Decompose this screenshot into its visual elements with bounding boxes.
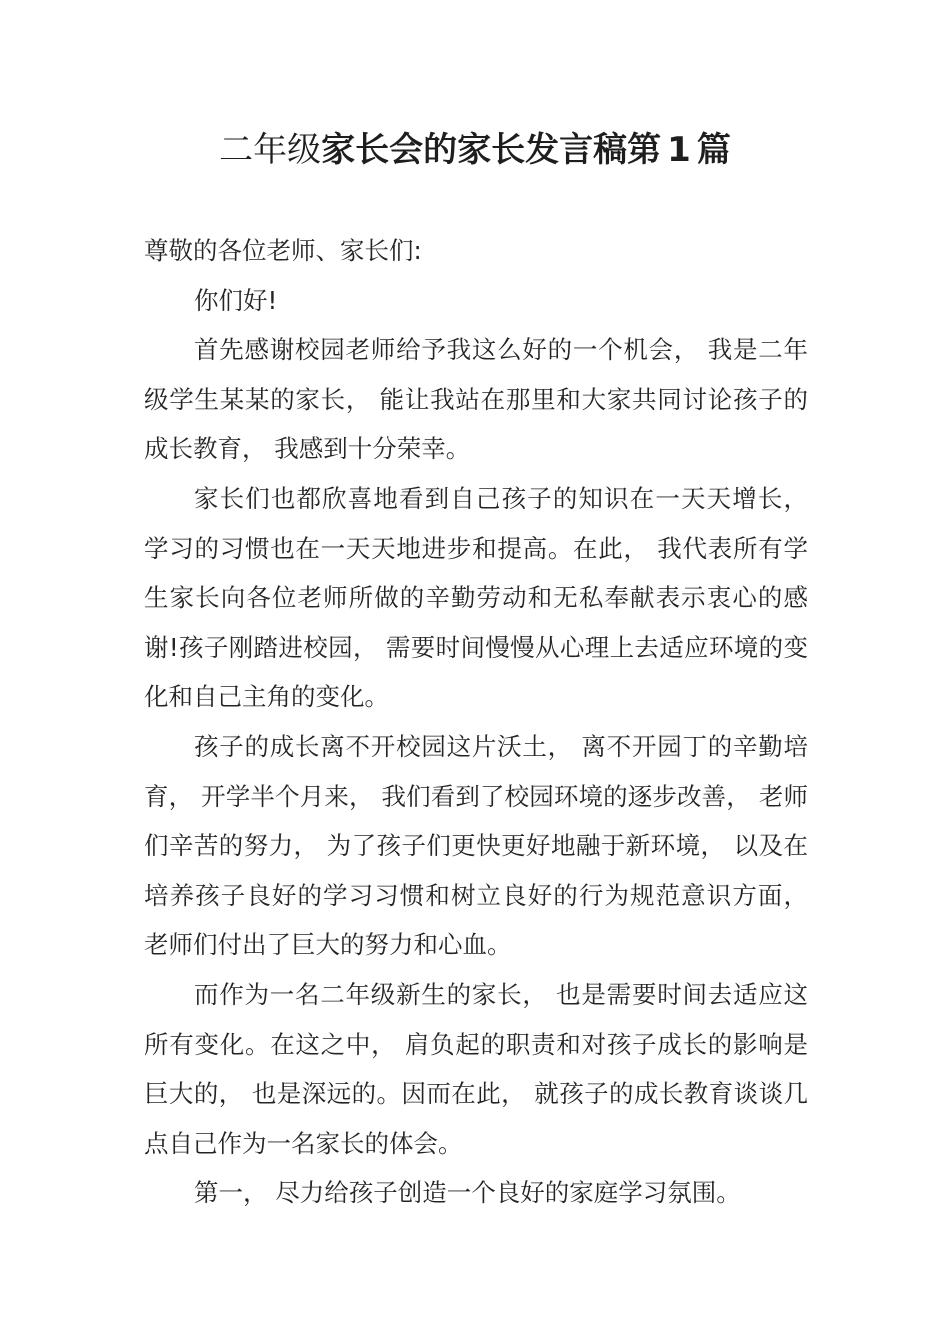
salutation: 尊敬的各位老师、家长们: bbox=[144, 236, 422, 265]
document-body bbox=[144, 226, 808, 1218]
title-number: 1 bbox=[667, 130, 691, 170]
title-main: 家长会的家长发言稿第 bbox=[321, 130, 662, 170]
paragraph-school-effort: 孩子的成长离不开校园这片沃土， 离不开园丁的辛勤培育， 开学半个月来， 我们看到了校园环境的逐步改善， 老师们辛苦的努力， 为了孩子们更快更好地融于新环境， 以及在培养孩子良好的学习习惯和树立良好的行为规范意识方面， 老师们付出了巨大的努力和心血。 bbox=[144, 731, 808, 960]
document-title bbox=[0, 126, 950, 174]
paragraph-greeting: 你们好! bbox=[194, 285, 278, 315]
paragraph-thanks: 首先感谢校园老师给予我这么好的一个机会， 我是二年级学生某某的家长， 能让我站在那里和大家共同讨论孩子的成长教育， 我感到十分荣幸。 bbox=[144, 335, 808, 464]
paragraph-first-point: 第一， 尽力给孩子创造一个良好的家庭学习氛围。 bbox=[194, 1178, 741, 1208]
title-grade: 二年级 bbox=[219, 130, 322, 170]
title-suffix: 篇 bbox=[696, 130, 731, 170]
paragraph-progress: 家长们也都欣喜地看到自己孩子的知识在一天天增长， 学习的习惯也在一天天地进步和提高。在此， 我代表所有学生家长向各位老师所做的辛勤劳动和无私奉献表示衷心的感谢!孩子刚踏进校园， 需要时间慢慢从心理上去适应环境的变化和自己主角的变化。 bbox=[144, 483, 808, 712]
paragraph-parent-role: 而作为一名二年级新生的家长， 也是需要时间去适应这所有变化。在这之中， 肩负起的职责和对孩子成长的影响是巨大的， 也是深远的。因而在此， 就孩子的成长教育谈谈几点自己作为一名家长的体会。 bbox=[144, 979, 808, 1158]
